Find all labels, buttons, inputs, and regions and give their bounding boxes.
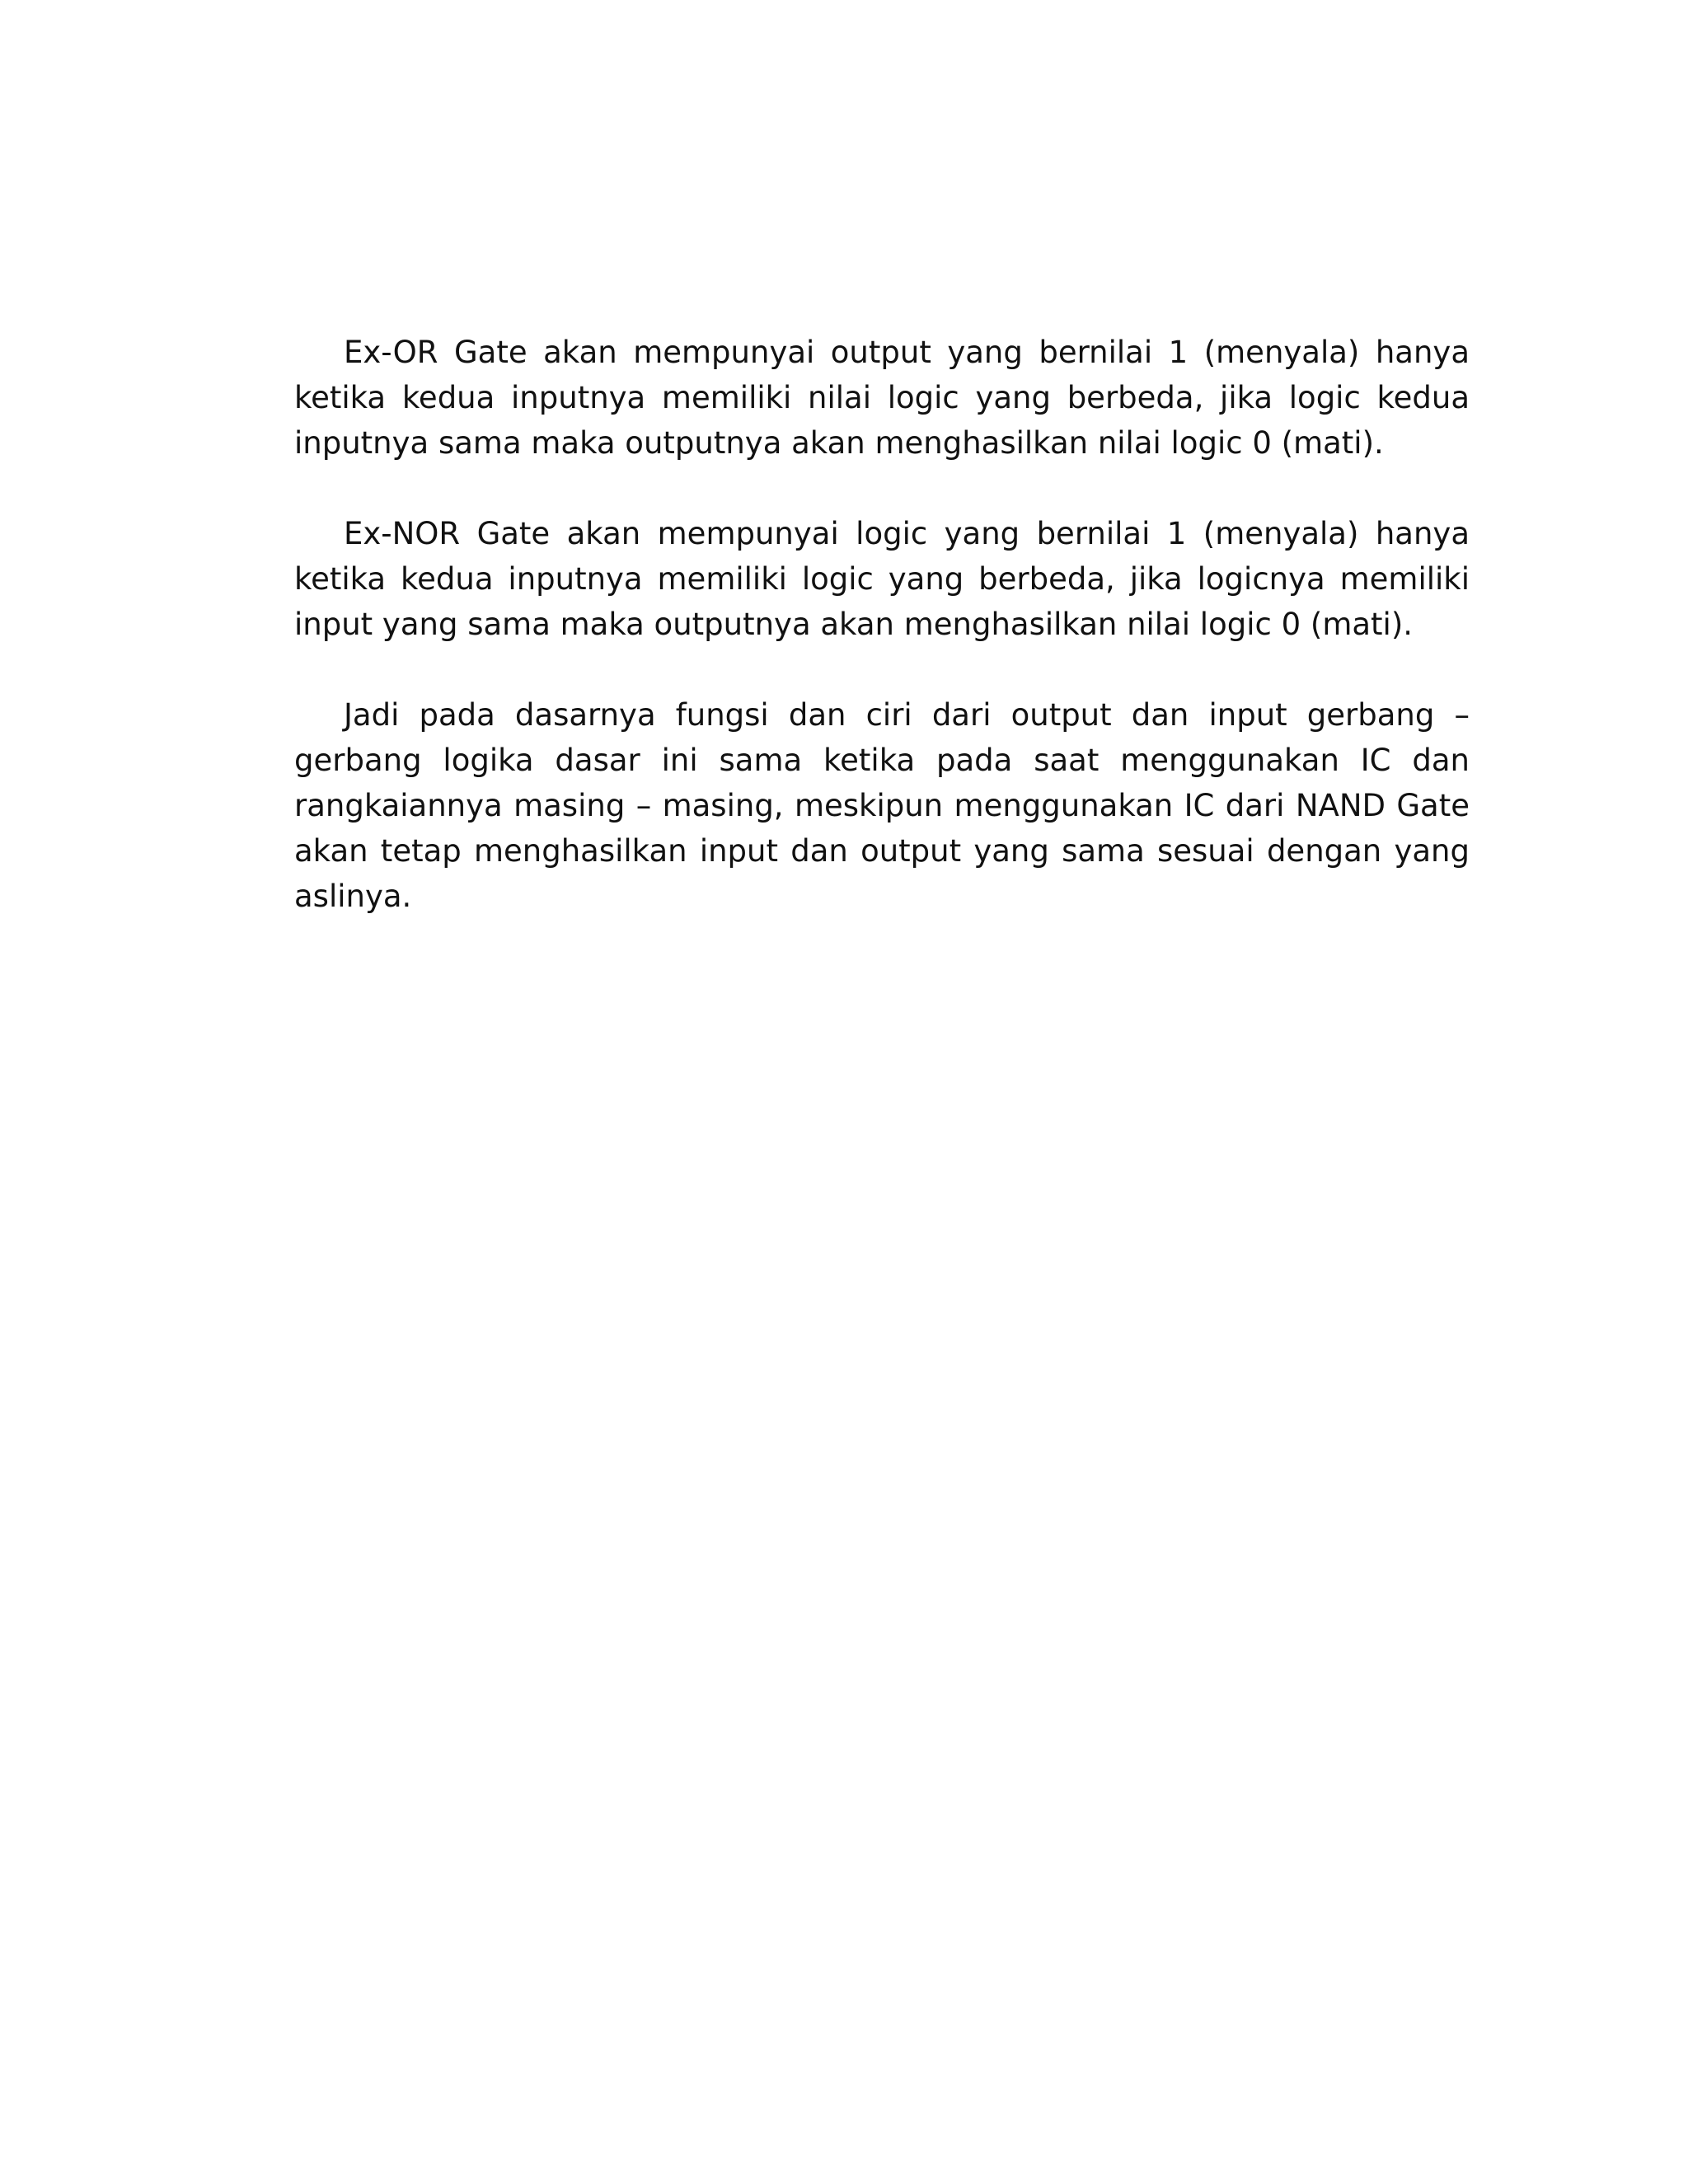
paragraph-ex-nor: Ex-NOR Gate akan mempunyai logic yang bernilai 1 (menyala) hanya ketika kedua inputnya memiliki logic yang berbeda, jika logicnya memiliki input yang sama maka outputnya akan menghasilkan nilai logic 0 (mati). — [294, 516, 1470, 642]
document-body — [294, 330, 1470, 964]
paragraph-conclusion: Jadi pada dasarnya fungsi dan ciri dari output dan input gerbang – gerbang logika dasar ini sama ketika pada saat menggunakan IC dan rangkaiannya masing – masing, meskipun menggunakan IC dari NAND Gate akan tetap menghasilkan input dan output yang sama sesuai dengan yang aslinya. — [294, 697, 1470, 914]
paragraph-ex-or: Ex-OR Gate akan mempunyai output yang bernilai 1 (menyala) hanya ketika kedua inputnya memiliki nilai logic yang berbeda, jika logic kedua inputnya sama maka outputnya akan menghasilkan nilai logic 0 (mati). — [294, 335, 1470, 461]
